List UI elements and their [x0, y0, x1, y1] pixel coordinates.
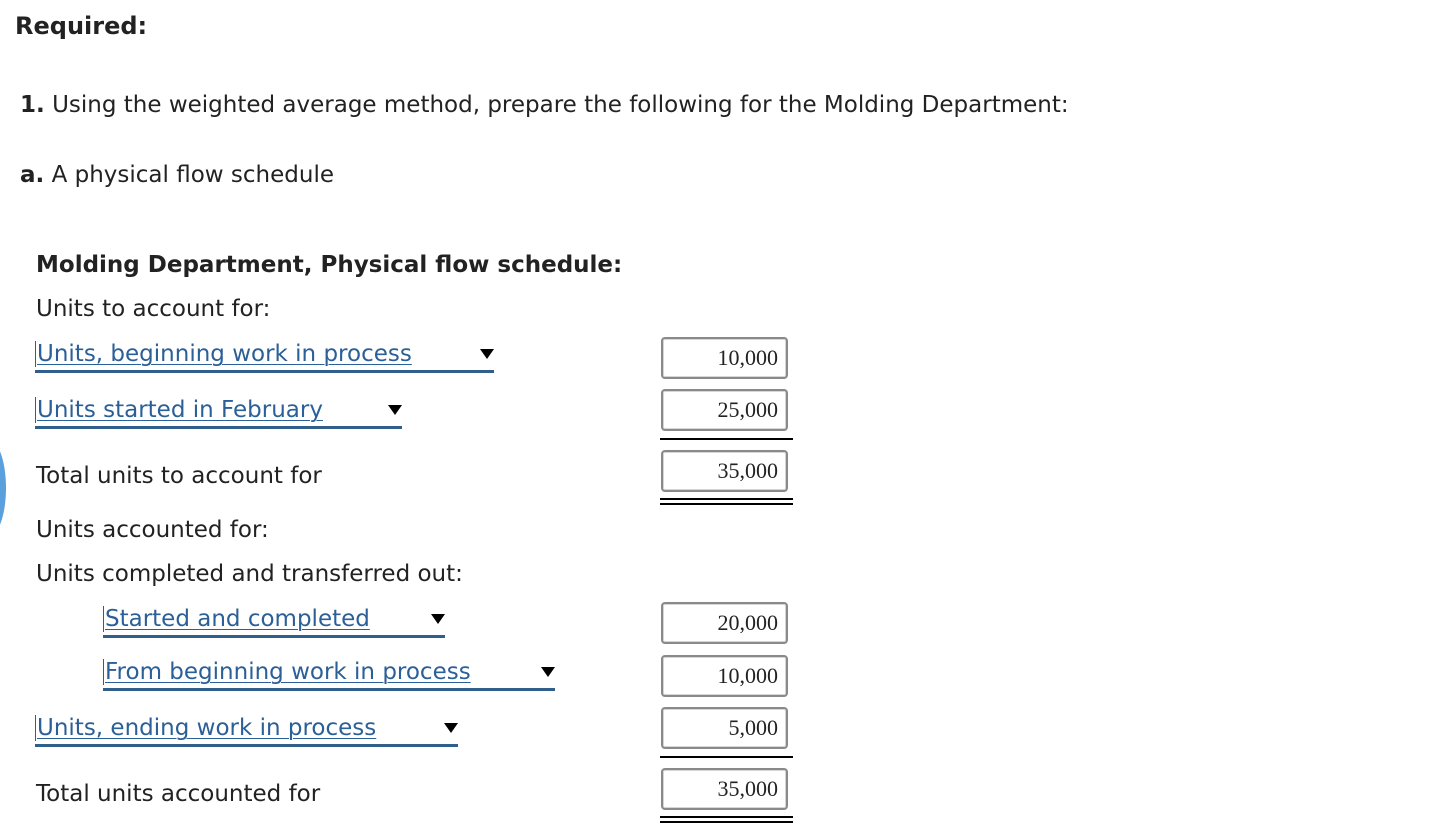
total-to-account-label: Total units to account for	[36, 463, 322, 489]
ending-wip-dropdown[interactable]	[35, 714, 458, 747]
question-text: Using the weighted average method, prepare the following for the Molding Department:	[52, 92, 1069, 118]
dropdown-selected-value: Units, beginning work in process	[37, 341, 412, 367]
total-accounted-input[interactable]: 35,000	[661, 768, 788, 810]
from-beginning-wip-dropdown[interactable]	[103, 658, 555, 691]
dropdown-selected-value: From beginning work in process	[105, 659, 471, 685]
units-accounted-label: Units accounted for:	[36, 517, 269, 543]
caret-down-icon	[388, 405, 402, 415]
dropdown-selected-value: Started and completed	[105, 606, 370, 632]
total-to-account-input[interactable]: 35,000	[661, 450, 788, 492]
part-text: A physical flow schedule	[51, 162, 334, 188]
double-rule-bottom	[660, 821, 793, 823]
caret-down-icon	[431, 614, 445, 624]
units-started-dropdown[interactable]	[35, 396, 402, 429]
focus-edge-indicator	[0, 440, 6, 536]
beginning-wip-dropdown[interactable]	[35, 340, 494, 373]
part-a	[20, 162, 334, 188]
double-rule-top	[660, 498, 793, 500]
double-rule-bottom	[660, 503, 793, 505]
caret-down-icon	[480, 349, 494, 359]
caret-down-icon	[541, 667, 555, 677]
double-rule-top	[660, 816, 793, 818]
part-letter: a.	[20, 162, 45, 188]
question-number: 1.	[20, 92, 45, 118]
total-accounted-label: Total units accounted for	[36, 781, 321, 807]
caret-down-icon	[444, 723, 458, 733]
subtotal-rule	[660, 756, 793, 758]
subtotal-rule	[660, 438, 793, 440]
started-completed-input[interactable]: 20,000	[661, 602, 788, 644]
units-started-input[interactable]: 25,000	[661, 389, 788, 431]
ending-wip-input[interactable]: 5,000	[661, 707, 788, 749]
dropdown-selected-value: Units started in February	[37, 397, 323, 423]
schedule-title: Molding Department, Physical flow schedule:	[36, 252, 623, 278]
from-beginning-wip-input[interactable]: 10,000	[661, 655, 788, 697]
question-1	[20, 92, 1069, 118]
units-to-account-label: Units to account for:	[36, 296, 271, 322]
completed-transferred-label: Units completed and transferred out:	[36, 561, 463, 587]
required-heading: Required:	[15, 12, 148, 40]
dropdown-selected-value: Units, ending work in process	[37, 715, 377, 741]
started-completed-dropdown[interactable]	[103, 605, 445, 638]
beginning-wip-input[interactable]: 10,000	[661, 337, 788, 379]
